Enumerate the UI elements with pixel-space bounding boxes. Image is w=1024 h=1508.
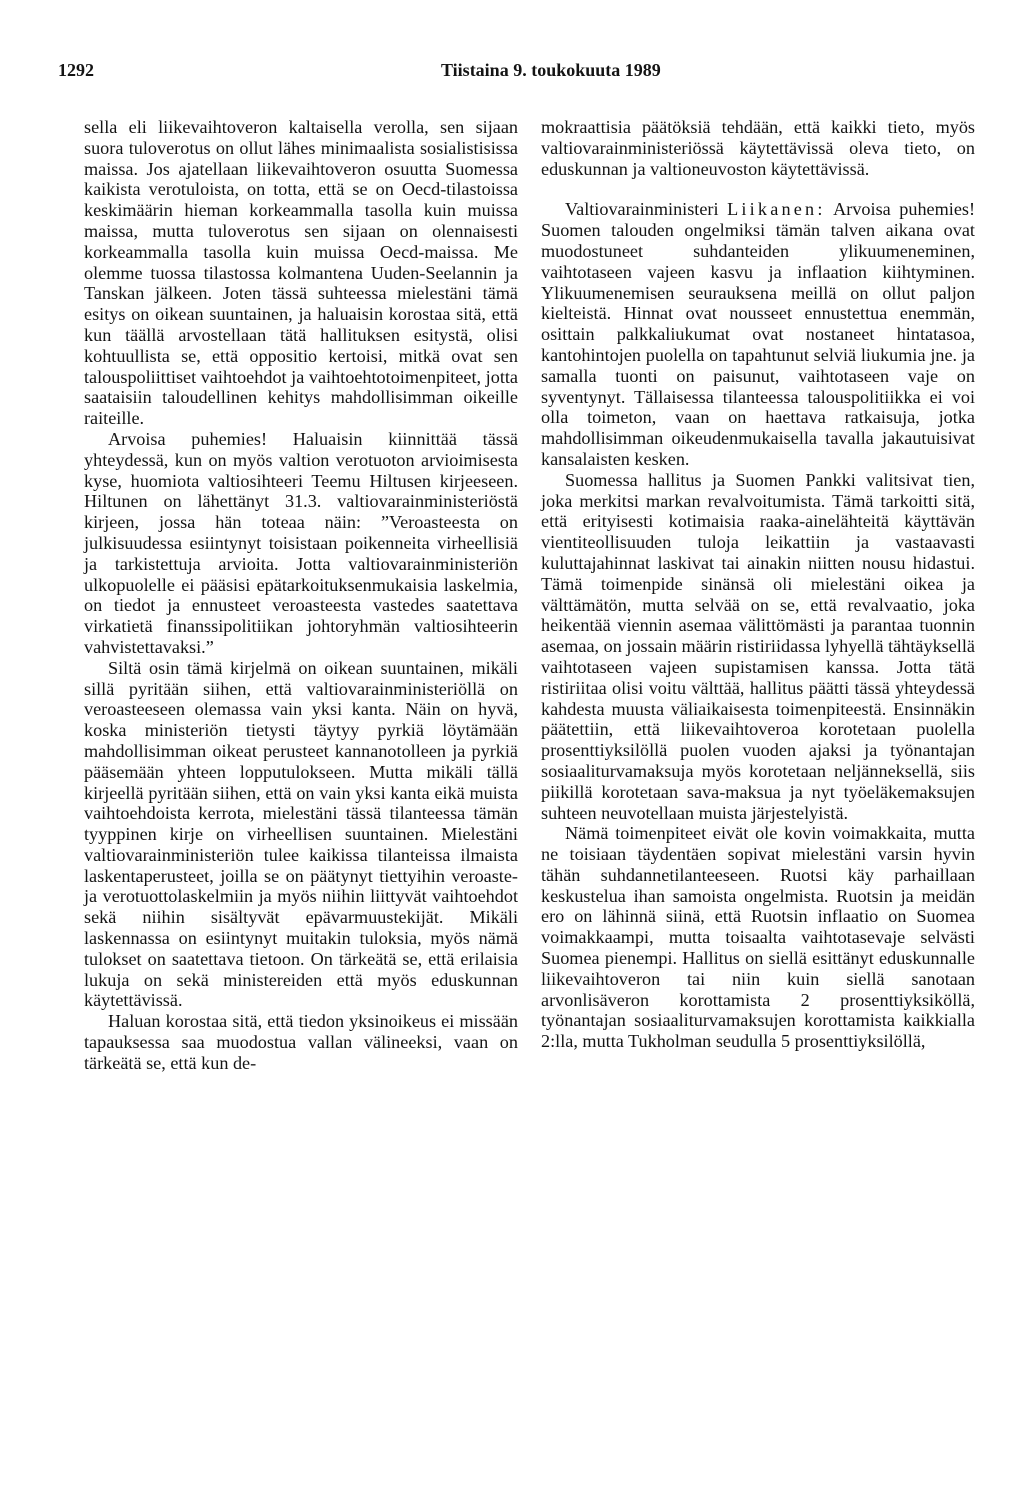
- page-number: 1292: [58, 60, 94, 80]
- right-column: [541, 117, 975, 1052]
- page-header: [58, 60, 1008, 88]
- left-paragraph-1: sella eli liikevaihtoveron kaltaisella verolla, sen sijaan suora tuloverotus on ollut lähes minimaalista sosialistisissa maissa. Jos ajatellaan liikevaihtoveron osuutta Suomessa kaikista verotuloista, on totta, että se on Oecd-tilastoissa keskimäärin hieman korkeammalla tasolla kuin muissa maissa, mutta tuloverotus sen sijaan on olennaisesti korkeammalla tasolla kuin muissa Oecd-maissa. Me olemme tuossa tilastossa kolmantena Uuden-Seelannin ja Tanskan jälkeen. Joten tässä suhteessa mielestäni tämä esitys on oikean suuntainen, ja haluaisin korostaa sitä, että kun täällä arvostellaan tätä hallituksen esitystä, olisi kohtuullista se, että oppositio kertoisi, mitkä ovat sen talouspoliittiset vaihtoehdot ja vaihtoehtotoimenpiteet, jotta saataisiin taloudellinen kehitys mahdollisimman oikeille raiteille.: [84, 117, 518, 429]
- left-paragraph-4: Haluan korostaa sitä, että tiedon yksinoikeus ei missään tapauksessa saa muodostua vallan välineeksi, vaan on tärkeätä se, että kun de-: [84, 1011, 518, 1073]
- left-paragraph-2: Arvoisa puhemies! Haluaisin kiinnittää tässä yhteydessä, kun on myös valtion verotuoton arvioimisesta kyse, huomiota valtiosihteeri Teemu Hiltusen kirjeeseen. Hiltunen on lähettänyt 31.3. valtiovarainministeriöstä kirjeen, jossa hän toteaa näin: ”Veroasteesta on julkisuudessa esiintynyt toisistaan poikenneita virheellisiä ja tarkistettuja arvioita. Jotta valtiovarainministeriön ulkopuolelle ei pääsisi epätarkoituksenmukaisia laskelmia, on tiedot ja ennusteet veroasteesta vastedes saatettava virkatietä finanssipolitiikan johtoryhmän valtiosihteerin vahvistettavaksi.”: [84, 428, 518, 657]
- running-head-date: Tiistaina 9. toukokuuta 1989: [441, 60, 661, 80]
- speaker-title: Valtiovarainministeri: [565, 199, 719, 220]
- left-column: [84, 117, 518, 1074]
- speaker-name: Liikanen:: [727, 199, 826, 220]
- right-paragraph-1: mokraattisia päätöksiä tehdään, että kaikki tieto, myös valtiovarainministeriössä käytettävissä oleva tieto, on eduskunnan ja valtioneuvoston käytettävissä.: [541, 117, 975, 179]
- left-paragraph-3: Siltä osin tämä kirjelmä on oikean suuntainen, mikäli sillä pyritään siihen, että valtiovarainministeriöllä on veroasteeseen olemassa vain yksi kanta. Näin on hyvä, koska ministeriön tietysti täytyy pyrkiä löytämään mahdollisimman oikeat perusteet kannanotolleen ja pyrkiä pääsemään yhteen lopputulokseen. Mutta mikäli tällä kirjeellä pyritään siihen, että on vain yksi kanta eikä muista vaihtoehdoista kerrota, mielestäni tässä tilanteessa tämän tyyppinen kirje on virheellisen suuntainen. Mielestäni valtiovarainministeriön tulee kaikissa tilanteissa ilmaista laskentaperusteet, joilla se on päätynyt tiettyihin veroaste- ja verotuottolaskelmiin ja myös niihin liittyvät vaihtoehdot sekä niihin sisältyvät epävarmuustekijät. Mikäli laskennassa on esiintynyt muitakin tuloksia, myös nämä tulokset on saatettava tietoon. On tärkeätä se, että erilaisia lukuja on sekä ministereiden että myös eduskunnan käytettävissä.: [84, 657, 518, 1011]
- right-paragraph-3: Suomessa hallitus ja Suomen Pankki valitsivat tien, joka merkitsi markan revalvoitumista. Tämä tarkoitti sitä, että erityisesti kotimaisia raaka-ainelähteitä käyttävän vientiteollisuuden tuloja leikattiin ja vastaavasti kuluttajahinnat laskivat tai ainakin niitten nousu hidastui. Tämä toimenpide sinänsä oli mielestäni oikea ja välttämätön, mutta selvää on se, että revalvaatio, joka heikentää viennin asemaa välittömästi ja parantaa tuonnin asemaa, on jossain määrin ristiriidassa lyhyellä tähtäyksellä vaihtotaseen vajeen supistamisen kanssa. Jotta tätä ristiriitaa olisi voitu välttää, hallitus päätti tässä yhteydessä kahdesta muusta väliaikaisesta toimenpiteestä. Ensinnäkin päätettiin, että liikevaihtoveroa korotetaan puolella prosenttiyksilöllä puolen vuoden ajaksi ja työnantajan sosiaaliturvamaksuja myös korotetaan neljänneksellä, siis piikillä korotetaan sava-maksua ja nyt työeläkemaksujen suhteen neuvotellaan muista järjestelyistä.: [541, 469, 975, 823]
- right-paragraph-4: Nämä toimenpiteet eivät ole kovin voimakkaita, mutta ne toisiaan täydentäen sopivat mielestäni varsin hyvin tähän suhdannetilanteeseen. Ruotsi käy parhaillaan keskustelua ihan samoista ongelmista. Ruotsin ja meidän ero on lähinnä siinä, että Ruotsin inflaatio on Suomea voimakkaampi, mutta toisaalta vaihtotasevaje selvästi Suomea pienempi. Hallitus on siellä esittänyt eduskunnalle liikevaihtoveron tai niin kuin siellä sanotaan arvonlisäveron korottamista 2 prosenttiyksiköllä, työnantajan sosiaaliturvamaksujen korottamista kaikkialla 2:lla, mutta Tukholman seudulla 5 prosenttiyksilöllä,: [541, 823, 975, 1052]
- speaker-paragraph: [541, 199, 975, 469]
- speaker-text: Arvoisa puhemies! Suomen talouden ongelmiksi tämän talven aikana ovat muodostuneet suhdanteiden ylikuumeneminen, vaihtotaseen vajeen kasvu ja inflaation kiihtyminen. Ylikuumenemisen seurauksena meillä on ollut paljon kielteistä. Hinnat ovat nousseet ennustettua enemmän, osittain palkkaliukumat ovat nostaneet hintatasoa, kantohintojen puolella on tapahtunut selviä liukumia jne. ja samalla tuonti on paisunut, vaihtotaseen vaje on syventynyt. Tällaisessa tilanteessa talouspolitiikka ei voi olla toimeton, vaan on haettava ratkaisuja, jotka mahdollisimman oikeudenmukaisella tavalla jakautuisivat kansalaisten kesken.: [541, 199, 976, 469]
